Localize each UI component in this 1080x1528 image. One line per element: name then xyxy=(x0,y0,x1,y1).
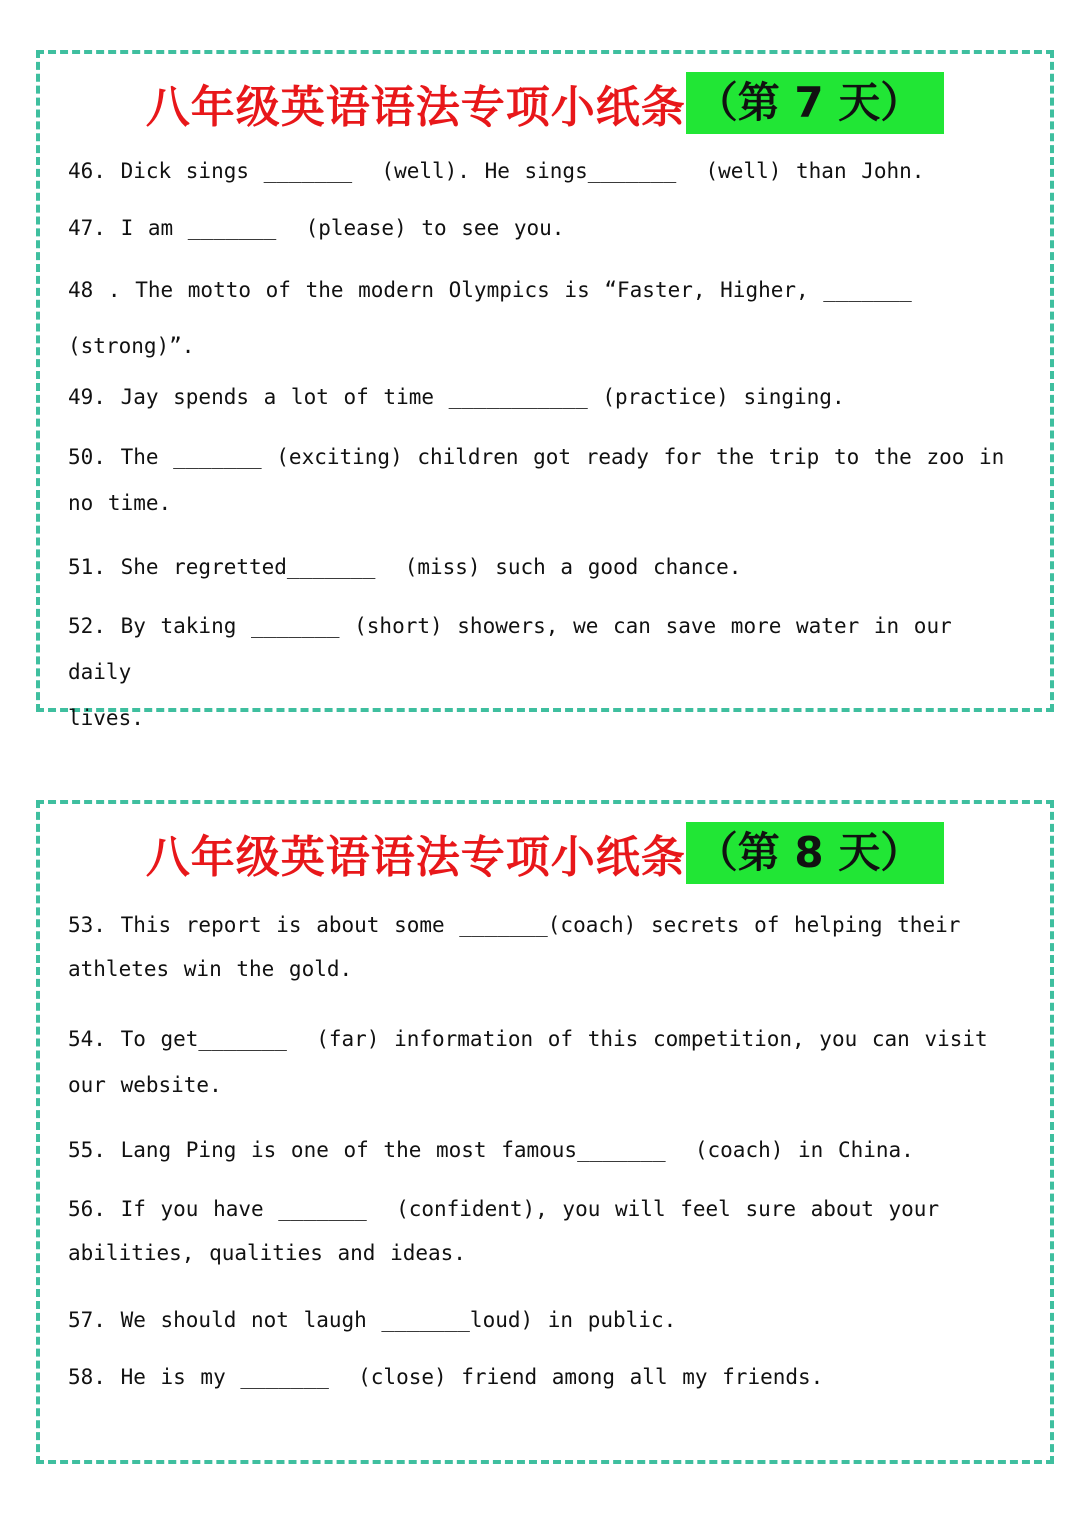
day8-title xyxy=(40,822,1050,884)
question-50: 50. The _______ (exciting) children got ready for the trip to the zoo in no time. xyxy=(68,445,1005,515)
question-46: 46. Dick sings _______ (well). He sings_______ (well) than John. xyxy=(68,159,925,183)
question-47: 47. I am _______ (please) to see you. xyxy=(68,216,565,240)
day7-title xyxy=(40,72,1050,134)
day7-card xyxy=(36,50,1054,730)
question-53: 53. This report is about some _______(coach) secrets of helping their athletes win the gold. xyxy=(68,913,961,981)
question-55: 55. Lang Ping is one of the most famous_______ (coach) in China. xyxy=(68,1138,914,1162)
question-51: 51. She regretted_______ (miss) such a good chance. xyxy=(68,555,742,579)
question-49: 49. Jay spends a lot of time ___________ (practice) singing. xyxy=(68,385,845,409)
day8-title-main: 八年级英语语法专项小纸条 xyxy=(145,832,686,883)
question-52: 52. By taking _______ (short) showers, we can save more water in our daily lives. xyxy=(68,614,952,730)
question-48: 48 . The motto of the modern Olympics is “Faster, Higher, _______ (strong)”. xyxy=(68,278,912,358)
question-57: 57. We should not laugh _______loud) in public. xyxy=(68,1308,677,1332)
day8-card xyxy=(36,800,1054,1464)
question-54: 54. To get_______ (far) information of this competition, you can visit our website. xyxy=(68,1027,988,1097)
day7-title-day: （第 7 天） xyxy=(686,72,944,134)
question-58: 58. He is my _______ (close) friend among all my friends. xyxy=(68,1365,824,1389)
day8-title-day: （第 8 天） xyxy=(686,822,944,884)
question-56: 56. If you have _______ (confident), you will feel sure about your abilities, qualities and ideas. xyxy=(68,1197,940,1265)
day7-title-main: 八年级英语语法专项小纸条 xyxy=(145,82,686,133)
